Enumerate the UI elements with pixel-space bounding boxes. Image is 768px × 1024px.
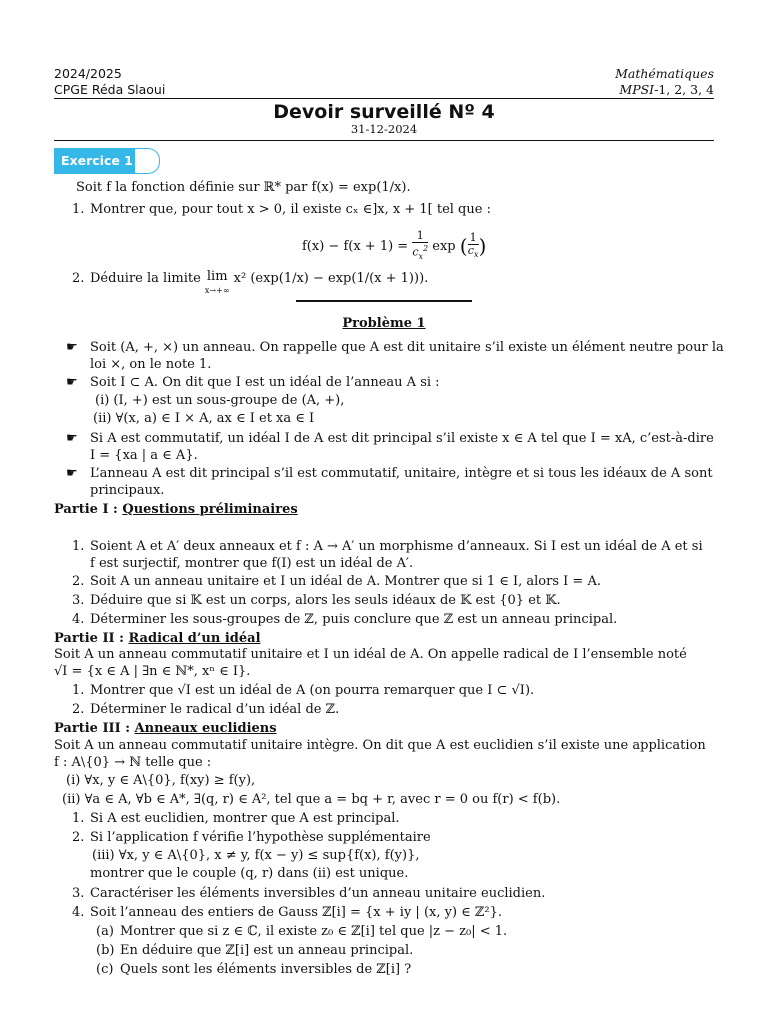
part-3-heading — [54, 720, 277, 737]
p3-q4-line-1: Soit l’anneau des entiers de Gauss ℤ[i] = {x + iy | (x, y) ∈ ℤ²}. — [90, 905, 503, 920]
p3-q3-line-1: Caractériser les éléments inversibles d’un anneau unitaire euclidien. — [90, 886, 546, 901]
p1-q1-number: 1. — [72, 539, 85, 554]
part-2-intro-1: Soit A un anneau commutatif unitaire et I un idéal de A. On appelle radical de I l’ensemble noté — [54, 647, 687, 662]
p3-q1-line-1: Si A est euclidien, montrer que A est principal. — [90, 811, 400, 826]
p3-q4b-number: (b) — [96, 943, 115, 958]
part-3-intro-2: f : A\{0} → ℕ telle que : — [54, 755, 212, 770]
p1-q1-line-2: f est surjectif, montrer que f(I) est un idéal de A′. — [90, 556, 414, 571]
problem-title: Problème 1 — [342, 316, 426, 331]
q1-formula: f(x) − f(x + 1) = $\frac{1}{c_x^2}$ exp ( $\frac{1}{c_x}$ ) — [302, 229, 487, 261]
pointing-hand-icon: ☛ — [66, 340, 78, 355]
part-1-heading — [54, 501, 298, 518]
p3-q4a-text: Montrer que si z ∈ ℂ, il existe z₀ ∈ ℤ[i] tel que |z − z₀| < 1. — [120, 924, 508, 939]
exercise-badge-label: Exercice 1 — [55, 149, 135, 173]
p3-q4-number: 4. — [72, 905, 85, 920]
q1-number: 1. — [72, 202, 85, 217]
bullet-1-line-1: Soit (A, +, ×) un anneau. On rappelle que A est dit unitaire s’il existe un élément neutre pour la — [90, 340, 724, 355]
header-right — [615, 66, 714, 98]
p3-q2-line-1: Si l’application f vérifie l’hypothèse supplémentaire — [90, 830, 431, 845]
part-3-condition-1: (i) ∀x, y ∈ A\{0}, f(xy) ≥ f(y), — [66, 773, 256, 788]
p3-q4c-text: Quels sont les éléments inversibles de ℤ[i] ? — [120, 962, 412, 977]
q1-text: Montrer que, pour tout x > 0, il existe cₓ ∈]x, x + 1[ tel que : — [90, 202, 491, 217]
q1-formula-left: f(x) − f(x + 1) = — [302, 238, 409, 254]
p3-q1-number: 1. — [72, 811, 85, 826]
p3-q2-number: 2. — [72, 830, 85, 845]
p1-q3-number: 3. — [72, 593, 85, 608]
p3-q4b-text: En déduire que ℤ[i] est un anneau principal. — [120, 943, 414, 958]
q2-pre: Déduire la limite — [90, 271, 201, 286]
p1-q4-number: 4. — [72, 612, 85, 627]
exam-date: 31-12-2024 — [350, 122, 418, 136]
p1-q3-line-1: Déduire que si 𝕂 est un corps, alors les seuls idéaux de 𝕂 est {0} et 𝕂. — [90, 593, 561, 608]
bullet-2-sub-2: (ii) ∀(x, a) ∈ I × A, ax ∈ I et xa ∈ I — [93, 411, 315, 426]
class-suffix: -1, 2, 3, 4 — [654, 82, 714, 97]
fraction-one-over-cx: $\frac{1}{c_x}$ — [467, 230, 479, 260]
class-list — [615, 82, 714, 98]
p1-q2-line-1: Soit A un anneau unitaire et I un idéal de A. Montrer que si 1 ∈ I, alors I = A. — [90, 574, 601, 589]
header-left — [54, 66, 165, 98]
school-name: CPGE Réda Slaoui — [54, 82, 166, 97]
title-rule — [54, 140, 714, 141]
class-prefix: MPSI — [619, 82, 655, 97]
part-3-intro-1: Soit A un anneau commutatif unitaire intègre. On dit que A est euclidien s’il existe une application — [54, 738, 706, 753]
part-3-name: Anneaux euclidiens — [134, 721, 277, 736]
p1-q1-line-1: Soient A et A′ deux anneaux et f : A → A′ un morphisme d’anneaux. Si I est un idéal de A et si — [90, 539, 703, 554]
p3-q4a-number: (a) — [96, 924, 114, 939]
q2-number: 2. — [72, 271, 85, 286]
p2-q2-number: 2. — [72, 702, 85, 717]
part-1-name: Questions préliminaires — [122, 502, 298, 517]
q2-lim-sub: x→+∞ — [204, 286, 230, 295]
part-2-heading — [54, 630, 261, 647]
subject: Mathématiques — [615, 66, 714, 81]
school-year: 2024/2025 — [54, 66, 122, 81]
part-2-name: Radical d’un idéal — [128, 631, 261, 646]
part-2-intro-2: √I = {x ∈ A | ∃n ∈ ℕ*, xⁿ ∈ I}. — [54, 664, 251, 679]
part-3-condition-2: (ii) ∀a ∈ A, ∀b ∈ A*, ∃(q, r) ∈ A², tel que a = bq + r, avec r = 0 ou f(r) < f(b). — [62, 792, 561, 807]
bullet-4-line-2: principaux. — [90, 483, 165, 498]
bullet-3-line-1: Si A est commutatif, un idéal I de A est dit principal s’il existe x ∈ A tel que I = xA, c’est-à-dire — [90, 431, 714, 446]
page-title: Devoir surveillé Nº 4 — [273, 101, 495, 123]
p1-q4-line-1: Déterminer les sous-groupes de ℤ, puis conclure que ℤ est un anneau principal. — [90, 612, 618, 627]
p2-q2-line-1: Déterminer le radical d’un idéal de ℤ. — [90, 702, 340, 717]
p3-q3-number: 3. — [72, 886, 85, 901]
section-separator — [296, 300, 472, 302]
fraction-one-over-cx-squared: $\frac{1}{c_x^2}$ — [412, 229, 429, 261]
bullet-2-line-1: Soit I ⊂ A. On dit que I est un idéal de l’anneau A si : — [90, 375, 440, 390]
part-1-label: Partie I : — [54, 502, 123, 517]
q2-expression: x² (exp(1/x) − exp(1/(x + 1))). — [233, 271, 429, 286]
pointing-hand-icon: ☛ — [66, 431, 78, 446]
p3-q2-line-3: montrer que le couple (q, r) dans (ii) est unique. — [90, 866, 409, 881]
q2-limit — [205, 270, 230, 297]
q2-text — [90, 270, 428, 297]
bullet-3-line-2: I = {xa | a ∈ A}. — [90, 448, 198, 463]
part-3-label: Partie III : — [54, 721, 135, 736]
p3-q4c-number: (c) — [96, 962, 114, 977]
exercise-intro: Soit f la fonction définie sur ℝ* par f(x) = exp(1/x). — [76, 180, 411, 195]
header-rule — [54, 98, 714, 99]
bullet-4-line-1: L’anneau A est dit principal s’il est commutatif, unitaire, intègre et si tous les idéaux de A sont — [90, 466, 713, 481]
q1-formula-right: exp — [432, 238, 456, 254]
p2-q1-number: 1. — [72, 683, 85, 698]
bullet-2-sub-1: (i) (I, +) est un sous-groupe de (A, +), — [95, 393, 345, 408]
p2-q1-line-1: Montrer que √I est un idéal de A (on pourra remarquer que I ⊂ √I). — [90, 683, 535, 698]
p1-q2-number: 2. — [72, 574, 85, 589]
q2-lim: lim — [206, 269, 228, 284]
pointing-hand-icon: ☛ — [66, 375, 78, 390]
pointing-hand-icon: ☛ — [66, 466, 78, 481]
part-2-label: Partie II : — [54, 631, 129, 646]
p3-q2-line-2: (iii) ∀x, y ∈ A\{0}, x ≠ y, f(x − y) ≤ sup{f(x), f(y)}, — [92, 848, 420, 863]
bullet-1-line-2: loi ×, on le note 1. — [90, 357, 212, 372]
exercise-badge — [54, 148, 160, 174]
